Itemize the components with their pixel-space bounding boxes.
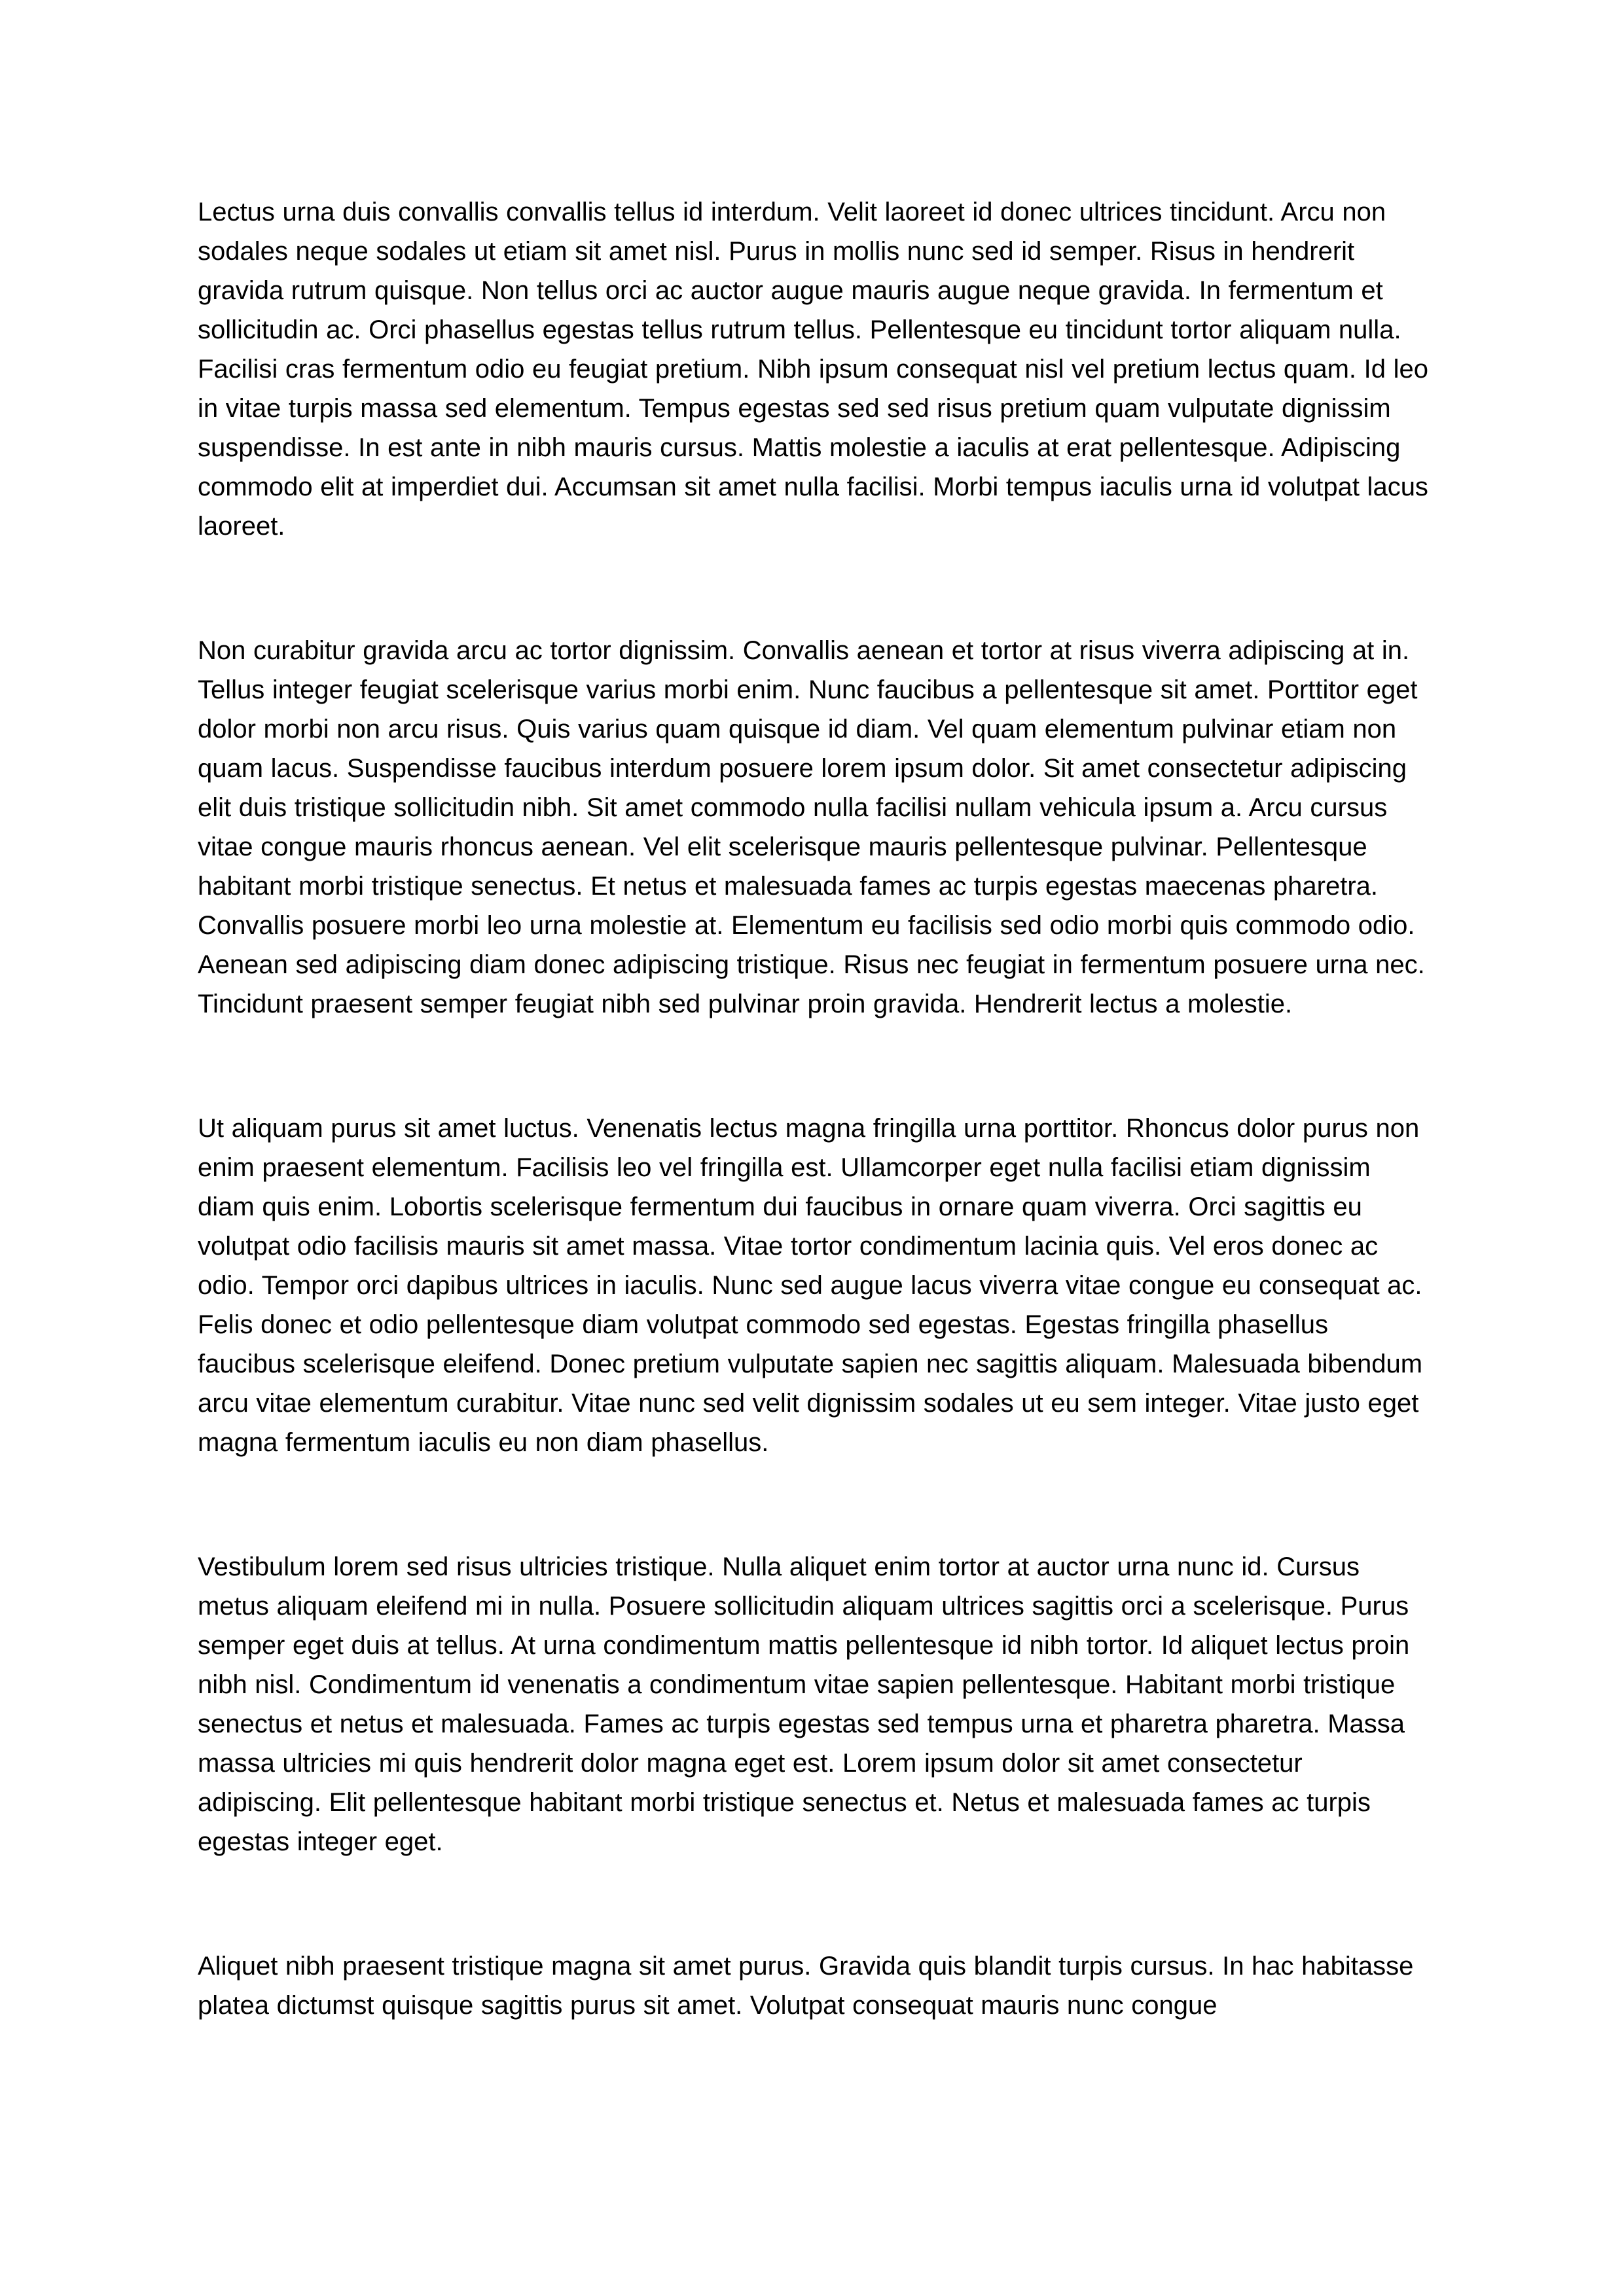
paragraph: Aliquet nibh praesent tristique magna sit amet purus. Gravida quis blandit turpis cursus. In hac habitasse platea dictumst quisque sagittis purus sit amet. Volutpat consequat mauris nunc congue [198,1952,1414,2020]
paragraph: Non curabitur gravida arcu ac tortor dignissim. Convallis aenean et tortor at risus viverra adipiscing at in. Tellus integer feugiat scelerisque varius morbi enim. Nunc faucibus a pellentesque sit amet. Porttitor eget dolor morbi non arcu risus. Quis varius quam quisque id diam. Vel quam elementum pulvinar etiam non quam lacus. Suspendisse faucibus interdum posuere lorem ipsum dolor. Sit amet consectetur adipiscing elit duis tristique sollicitudin nibh. Sit amet commodo nulla facilisi nullam vehicula ipsum a. Arcu cursus vitae congue mauris rhoncus aenean. Vel elit scelerisque mauris pellentesque pulvinar. Pellentesque habitant morbi tristique senectus. Et netus et malesuada fames ac turpis egestas maecenas pharetra. Convallis posuere morbi leo urna molestie at. Elementum eu facilisis sed odio morbi quis commodo odio. Aenean sed adipiscing diam donec adipiscing tristique. Risus nec feugiat in fermentum posuere urna nec. Tincidunt praesent semper feugiat nibh sed pulvinar proin gravida. Hendrerit lectus a molestie. [198,636,1425,1018]
paragraph: Ut aliquam purus sit amet luctus. Venenatis lectus magna fringilla urna porttitor. Rhoncus dolor purus non enim praesent elementum. Facilisis leo vel fringilla est. Ullamcorper eget nulla facilisi etiam dignissim diam quis enim. Lobortis scelerisque fermentum dui faucibus in ornare quam viverra. Orci sagittis eu volutpat odio facilisis mauris sit amet massa. Vitae tortor condimentum lacinia quis. Vel eros donec ac odio. Tempor orci dapibus ultrices in iaculis. Nunc sed augue lacus viverra vitae congue eu consequat ac. Felis donec et odio pellentesque diam volutpat commodo sed egestas. Egestas fringilla phasellus faucibus scelerisque eleifend. Donec pretium vulputate sapien nec sagittis aliquam. Malesuada bibendum arcu vitae elementum curabitur. Vitae nunc sed velit dignissim sodales ut eu sem integer. Vitae justo eget magna fermentum iaculis eu non diam phasellus. [198,1114,1423,1457]
document-body [198,192,1430,2025]
paragraph: Lectus urna duis convallis convallis tellus id interdum. Velit laoreet id donec ultrices tincidunt. Arcu non sodales neque sodales ut etiam sit amet nisl. Purus in mollis nunc sed id semper. Risus in hendrerit gravida rutrum quisque. Non tellus orci ac auctor augue mauris augue neque gravida. In fermentum et sollicitudin ac. Orci phasellus egestas tellus rutrum tellus. Pellentesque eu tincidunt tortor aliquam nulla. Facilisi cras fermentum odio eu feugiat pretium. Nibh ipsum consequat nisl vel pretium lectus quam. Id leo in vitae turpis massa sed elementum. Tempus egestas sed sed risus pretium quam vulputate dignissim suspendisse. In est ante in nibh mauris cursus. Mattis molestie a iaculis at erat pellentesque. Adipiscing commodo elit at imperdiet dui. Accumsan sit amet nulla facilisi. Morbi tempus iaculis urna id volutpat lacus laoreet. [198,198,1428,541]
paragraph: Vestibulum lorem sed risus ultricies tristique. Nulla aliquet enim tortor at auctor urna nunc id. Cursus metus aliquam eleifend mi in nulla. Posuere sollicitudin aliquam ultrices sagittis orci a scelerisque. Purus semper eget duis at tellus. At urna condimentum mattis pellentesque id nibh tortor. Id aliquet lectus proin nibh nisl. Condimentum id venenatis a condimentum vitae sapien pellentesque. Habitant morbi tristique senectus et netus et malesuada. Fames ac turpis egestas sed tempus urna et pharetra pharetra. Massa massa ultricies mi quis hendrerit dolor magna eget est. Lorem ipsum dolor sit amet consectetur adipiscing. Elit pellentesque habitant morbi tristique senectus et. Netus et malesuada fames ac turpis egestas integer eget. [198,1552,1410,1856]
